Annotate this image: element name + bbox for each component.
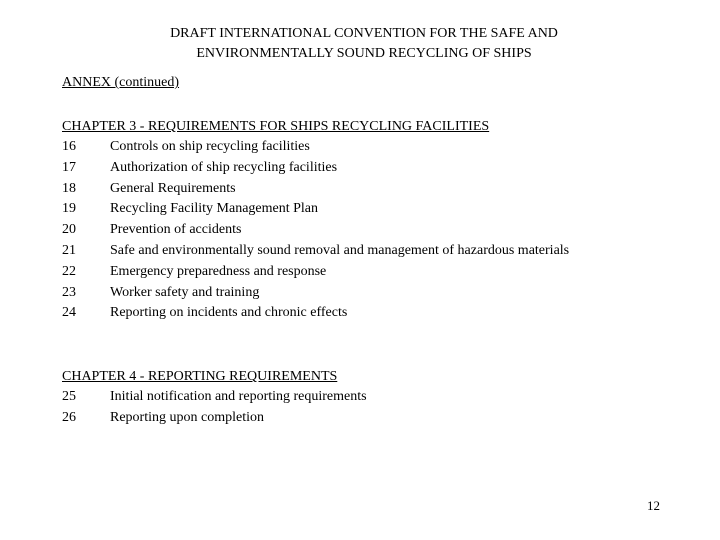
regulation-title: Emergency preparedness and response [110, 263, 327, 279]
list-item [62, 220, 662, 241]
title-line-1: DRAFT INTERNATIONAL CONVENTION FOR THE SAFE AND [170, 26, 558, 41]
list-item [62, 137, 662, 158]
regulation-number: 24 [62, 305, 76, 321]
regulation-title: Authorization of ship recycling facilities [110, 159, 338, 175]
list-item [62, 199, 662, 220]
regulation-number: 23 [62, 284, 76, 300]
list-item [62, 241, 662, 262]
regulation-number: 26 [62, 409, 76, 425]
list-item [62, 408, 662, 429]
chapter-4-heading: CHAPTER 4 - REPORTING REQUIREMENTS [62, 369, 338, 384]
chapter-3-heading: CHAPTER 3 - REQUIREMENTS FOR SHIPS RECYCLING FACILITIES [62, 119, 490, 134]
regulation-number: 18 [62, 180, 76, 196]
page-number: 12 [647, 498, 660, 513]
regulation-number: 22 [62, 263, 76, 279]
regulation-number: 20 [62, 222, 76, 237]
list-item [62, 158, 662, 179]
regulation-title: General Requirements [110, 180, 236, 196]
regulation-title: Recycling Facility Management Plan [110, 201, 319, 217]
list-item [62, 387, 662, 408]
list-item [62, 283, 662, 304]
regulation-number: 19 [62, 201, 76, 217]
regulation-title: Controls on ship recycling facilities [110, 139, 310, 154]
regulation-number: 17 [62, 159, 76, 175]
chapter-3-section [62, 116, 662, 324]
regulation-title: Prevention of accidents [110, 222, 242, 237]
regulation-number: 25 [62, 389, 76, 404]
regulation-number: 21 [62, 243, 76, 259]
chapter-4-section [62, 366, 662, 429]
title-line-2: ENVIRONMENTALLY SOUND RECYCLING OF SHIPS [196, 46, 532, 61]
list-item [62, 262, 662, 283]
list-item [62, 179, 662, 200]
regulation-title: Reporting on incidents and chronic effects [110, 305, 348, 321]
annex-heading: ANNEX (continued) [62, 75, 180, 90]
list-item [62, 303, 662, 324]
regulation-title: Initial notification and reporting requirements [110, 389, 367, 404]
document-title [0, 24, 720, 64]
regulation-title: Safe and environmentally sound removal and management of hazardous materials [110, 243, 570, 259]
regulation-number: 16 [62, 139, 76, 154]
regulation-title: Worker safety and training [110, 284, 260, 300]
regulation-title: Reporting upon completion [110, 409, 264, 425]
